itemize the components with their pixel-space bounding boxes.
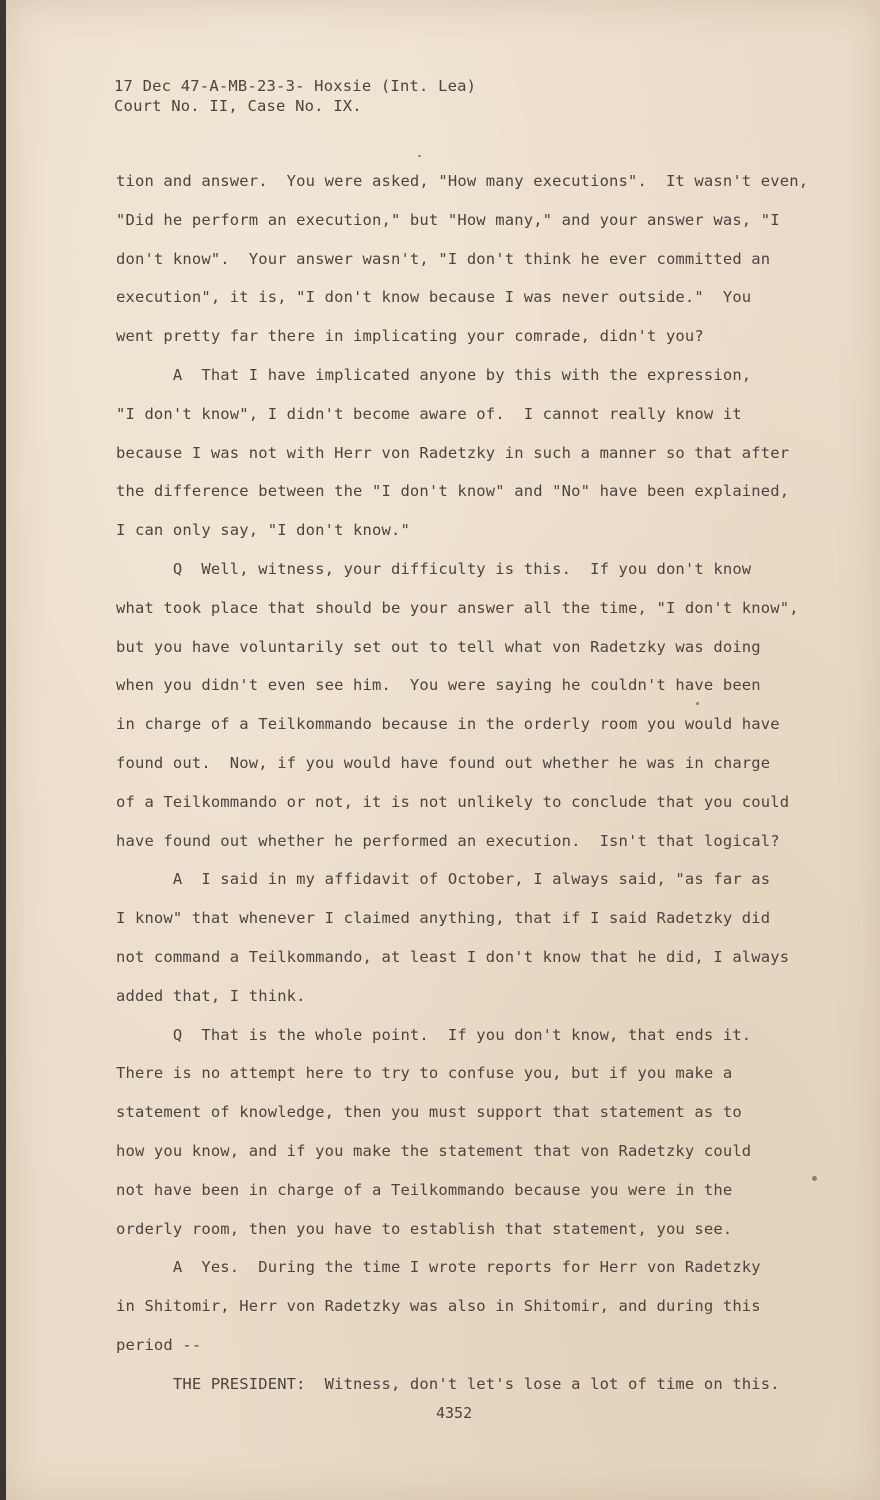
- paper-speck: [418, 155, 421, 157]
- paper-speck: [812, 1176, 817, 1181]
- document-header: [114, 76, 476, 116]
- transcript-line: A I said in my affidavit of October, I always said, "as far as: [116, 870, 771, 889]
- transcript-line: not command a Teilkommando, at least I don't know that he did, I always: [116, 948, 790, 966]
- document-page: [6, 0, 880, 1500]
- transcript-line: Q That is the whole point. If you don't know, that ends it.: [116, 1025, 752, 1044]
- transcript-line: but you have voluntarily set out to tell what von Radetzky was doing: [116, 637, 761, 656]
- transcript-line: THE PRESIDENT: Witness, don't let's lose a lot of time on this.: [116, 1374, 780, 1393]
- transcript-line: went pretty far there in implicating your comrade, didn't you?: [116, 327, 704, 346]
- transcript-line: tion and answer. You were asked, "How many executions". It wasn't even,: [116, 172, 809, 190]
- transcript-line: have found out whether he performed an execution. Isn't that logical?: [116, 831, 780, 850]
- transcript-line: "Did he perform an execution," but "How many," and your answer was, "I: [116, 210, 780, 229]
- transcript-line: of a Teilkommando or not, it is not unlikely to conclude that you could: [116, 792, 790, 811]
- transcript-line: orderly room, then you have to establish that statement, you see.: [116, 1219, 733, 1238]
- transcript-line: There is no attempt here to try to confuse you, but if you make a: [116, 1064, 733, 1083]
- transcript-line: I can only say, "I don't know.": [116, 521, 410, 540]
- transcript-line: in charge of a Teilkommando because in the orderly room you would have: [116, 715, 780, 734]
- transcript-line: don't know". Your answer wasn't, "I don't think he ever committed an: [116, 249, 771, 268]
- transcript-line: because I was not with Herr von Radetzky in such a manner so that after: [116, 443, 790, 462]
- header-line-1: 17 Dec 47-A-MB-23-3- Hoxsie (Int. Lea): [114, 77, 477, 95]
- transcript-line: the difference between the "I don't know" and "No" have been explained,: [116, 482, 790, 501]
- transcript-line: A Yes. During the time I wrote reports for Herr von Radetzky: [116, 1258, 761, 1277]
- transcript-line: not have been in charge of a Teilkommando because you were in the: [116, 1180, 733, 1199]
- transcript-line: I know" that whenever I claimed anything, that if I said Radetzky did: [116, 909, 771, 928]
- transcript-line: "I don't know", I didn't become aware of. I cannot really know it: [116, 404, 742, 423]
- transcript-line: found out. Now, if you would have found out whether he was in charge: [116, 754, 771, 772]
- transcript-line: added that, I think.: [116, 986, 306, 1005]
- transcript-line: Q Well, witness, your difficulty is this. If you don't know: [116, 560, 752, 578]
- paper-speck: [696, 702, 699, 705]
- page-number: 4352: [436, 1404, 473, 1422]
- transcript-line: in Shitomir, Herr von Radetzky was also in Shitomir, and during this: [116, 1297, 761, 1316]
- transcript-line: statement of knowledge, then you must support that statement as to: [116, 1103, 742, 1122]
- transcript-line: A That I have implicated anyone by this with the expression,: [116, 366, 752, 384]
- transcript-line: how you know, and if you make the statement that von Radetzky could: [116, 1142, 752, 1160]
- header-line-2: Court No. II, Case No. IX.: [114, 97, 362, 115]
- transcript-line: when you didn't even see him. You were saying he couldn't have been: [116, 676, 761, 695]
- transcript-line: period --: [116, 1336, 202, 1354]
- transcript-line: what took place that should be your answer all the time, "I don't know",: [116, 598, 799, 617]
- transcript-line: execution", it is, "I don't know because I was never outside." You: [116, 288, 752, 307]
